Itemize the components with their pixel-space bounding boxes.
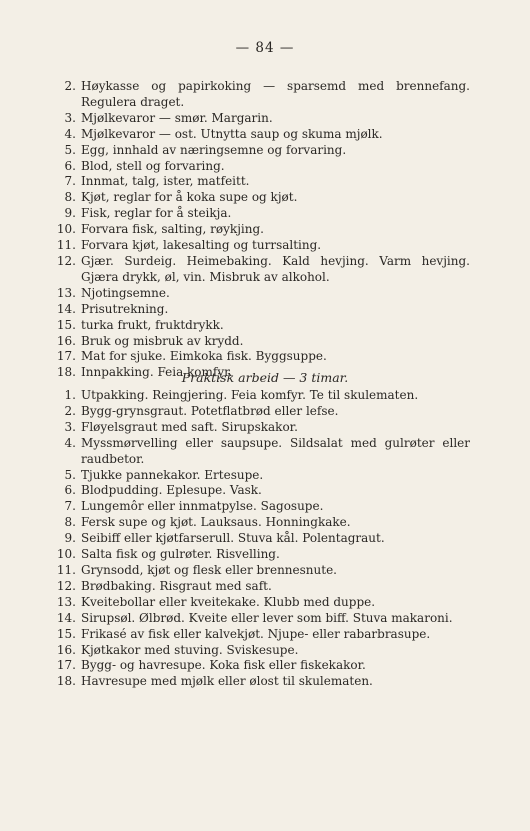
item-number: 7.: [64, 174, 76, 189]
item-text: Innpakking. Feia komfyr.: [81, 365, 233, 380]
item-text: Mat for sjuke. Eimkoka fisk. Byggsuppe.: [81, 349, 327, 364]
item-number: 2.: [64, 403, 76, 418]
list-item: [55, 515, 470, 531]
list-item: [55, 674, 470, 690]
item-number: 2.: [64, 79, 76, 93]
list-item: [55, 143, 470, 159]
list-item: [55, 658, 470, 674]
item-text: Mjølkevaror — ost. Utnytta saup og skuma mjølk.: [81, 126, 383, 141]
item-number: 9.: [64, 531, 76, 546]
item-text: Forvara kjøt, lakesalting og turrsalting.: [81, 238, 322, 253]
item-text: Blodpudding. Eplesupe. Vask.: [81, 483, 262, 498]
list-item: [55, 468, 470, 484]
item-text: Bygg- og havresupe. Koka fisk eller fiskekakor.: [81, 658, 366, 673]
item-number: 5.: [64, 467, 76, 482]
item-number: 5.: [64, 142, 76, 157]
list-item: [55, 111, 470, 127]
item-text: Havresupe med mjølk eller ølost til skulematen.: [81, 674, 373, 689]
practical-work-list: [55, 388, 470, 690]
list-item: [55, 404, 470, 420]
item-text: Tjukke pannekakor. Ertesupe.: [81, 467, 264, 482]
item-number: 6.: [64, 158, 76, 173]
item-number: 12.: [56, 253, 76, 268]
item-number: 16.: [56, 642, 76, 657]
list-item: [55, 627, 470, 643]
theory-topics-list: [55, 79, 470, 381]
list-item: [55, 611, 470, 627]
item-number: 10.: [56, 547, 76, 562]
list-item: [55, 483, 470, 499]
list-item: [55, 420, 470, 436]
item-text: Seibiff eller kjøtfarserull. Stuva kål. Polentagraut.: [81, 531, 385, 546]
item-text: Blod, stell og forvaring.: [81, 158, 225, 173]
item-text: Grynsodd, kjøt og flesk eller brennesnute.: [81, 562, 337, 577]
list-item: [55, 302, 470, 318]
item-text: Gjær. Surdeig. Heimebaking. Kald hevjing. Varm hevjing. Gjæra drykk, øl, vin. Misbruk av alkohol.: [81, 253, 470, 284]
list-item: [55, 238, 470, 254]
item-number: 14.: [56, 610, 76, 625]
item-text: Kjøtkakor med stuving. Sviskesupe.: [81, 642, 299, 657]
list-item: [55, 388, 470, 404]
item-number: 11.: [56, 562, 76, 577]
item-text: Sirupsøl. Ølbrød. Kveite eller lever som biff. Stuva makaroni.: [81, 610, 453, 625]
item-text: Prisutrekning.: [81, 301, 169, 316]
item-number: 8.: [64, 190, 76, 205]
item-text: Forvara fisk, salting, røykjing.: [81, 222, 264, 237]
item-text: Fisk, reglar for å steikja.: [81, 206, 232, 221]
list-item: [55, 579, 470, 595]
list-item: [55, 127, 470, 143]
list-item: [55, 563, 470, 579]
item-number: 13.: [56, 285, 76, 300]
item-number: 10.: [56, 222, 76, 237]
item-number: 7.: [64, 499, 76, 514]
item-number: 1.: [64, 388, 76, 402]
item-number: 17.: [56, 658, 76, 673]
item-text: Salta fisk og gulrøter. Risvelling.: [81, 547, 280, 562]
item-number: 6.: [64, 483, 76, 498]
item-text: Brødbaking. Risgraut med saft.: [81, 578, 272, 593]
list-item: [55, 206, 470, 222]
item-number: 9.: [64, 206, 76, 221]
item-number: 18.: [56, 674, 76, 689]
item-number: 3.: [64, 110, 76, 125]
section-heading: Praktisk arbeid — 3 timar.: [181, 370, 349, 385]
item-number: 4.: [64, 126, 76, 141]
item-number: 15.: [56, 317, 76, 332]
list-item: [55, 254, 470, 286]
item-text: Bygg-grynsgraut. Potetflatbrød eller lefse.: [81, 403, 339, 418]
item-number: 14.: [56, 301, 76, 316]
list-item: [55, 349, 470, 365]
list-item: [55, 174, 470, 190]
list-item: [55, 318, 470, 334]
item-text: Innmat, talg, ister, matfeitt.: [81, 174, 250, 189]
list-item: [55, 222, 470, 238]
item-text: Myssmørvelling eller saupsupe. Sildsalat med gulrøter eller raudbetor.: [81, 435, 470, 466]
item-number: 4.: [64, 435, 76, 450]
item-number: 11.: [56, 238, 76, 253]
item-number: 3.: [64, 419, 76, 434]
item-text: Njotingsemne.: [81, 285, 170, 300]
item-text: turka frukt, fruktdrykk.: [81, 317, 224, 332]
item-number: 15.: [56, 626, 76, 641]
item-text: Mjølkevaror — smør. Margarin.: [81, 110, 273, 125]
item-number: 18.: [56, 365, 76, 380]
list-item: [55, 436, 470, 468]
item-text: Utpakking. Reingjering. Feia komfyr. Te til skulematen.: [81, 388, 419, 402]
item-text: Høykasse og papirkoking — sparsemd med brennefang. Regulera draget.: [81, 79, 470, 109]
item-number: 17.: [56, 349, 76, 364]
list-item: [55, 79, 470, 111]
item-number: 12.: [56, 578, 76, 593]
item-text: Lungemôr eller innmatpylse. Sagosupe.: [81, 499, 324, 514]
item-text: Kjøt, reglar for å koka supe og kjøt.: [81, 190, 298, 205]
page-number: — 84 —: [235, 40, 295, 56]
item-text: Bruk og misbruk av krydd.: [81, 333, 244, 348]
item-text: Frikasé av fisk eller kalvekjøt. Njupe- eller rabarbrasupe.: [81, 626, 431, 641]
list-item: [55, 159, 470, 175]
list-item: [55, 499, 470, 515]
item-number: 13.: [56, 594, 76, 609]
item-text: Fersk supe og kjøt. Lauksaus. Honningkake.: [81, 515, 351, 530]
item-number: 16.: [56, 333, 76, 348]
item-text: Egg, innhald av næringsemne og forvaring.: [81, 142, 347, 157]
item-text: Kveitebollar eller kveitekake. Klubb med duppe.: [81, 594, 376, 609]
item-text: Fløyelsgraut med saft. Sirupskakor.: [81, 419, 298, 434]
list-item: [55, 595, 470, 611]
list-item: [55, 286, 470, 302]
item-number: 8.: [64, 515, 76, 530]
list-item: [55, 547, 470, 563]
list-item: [55, 190, 470, 206]
list-item: [55, 643, 470, 659]
list-item: [55, 531, 470, 547]
list-item: [55, 334, 470, 350]
